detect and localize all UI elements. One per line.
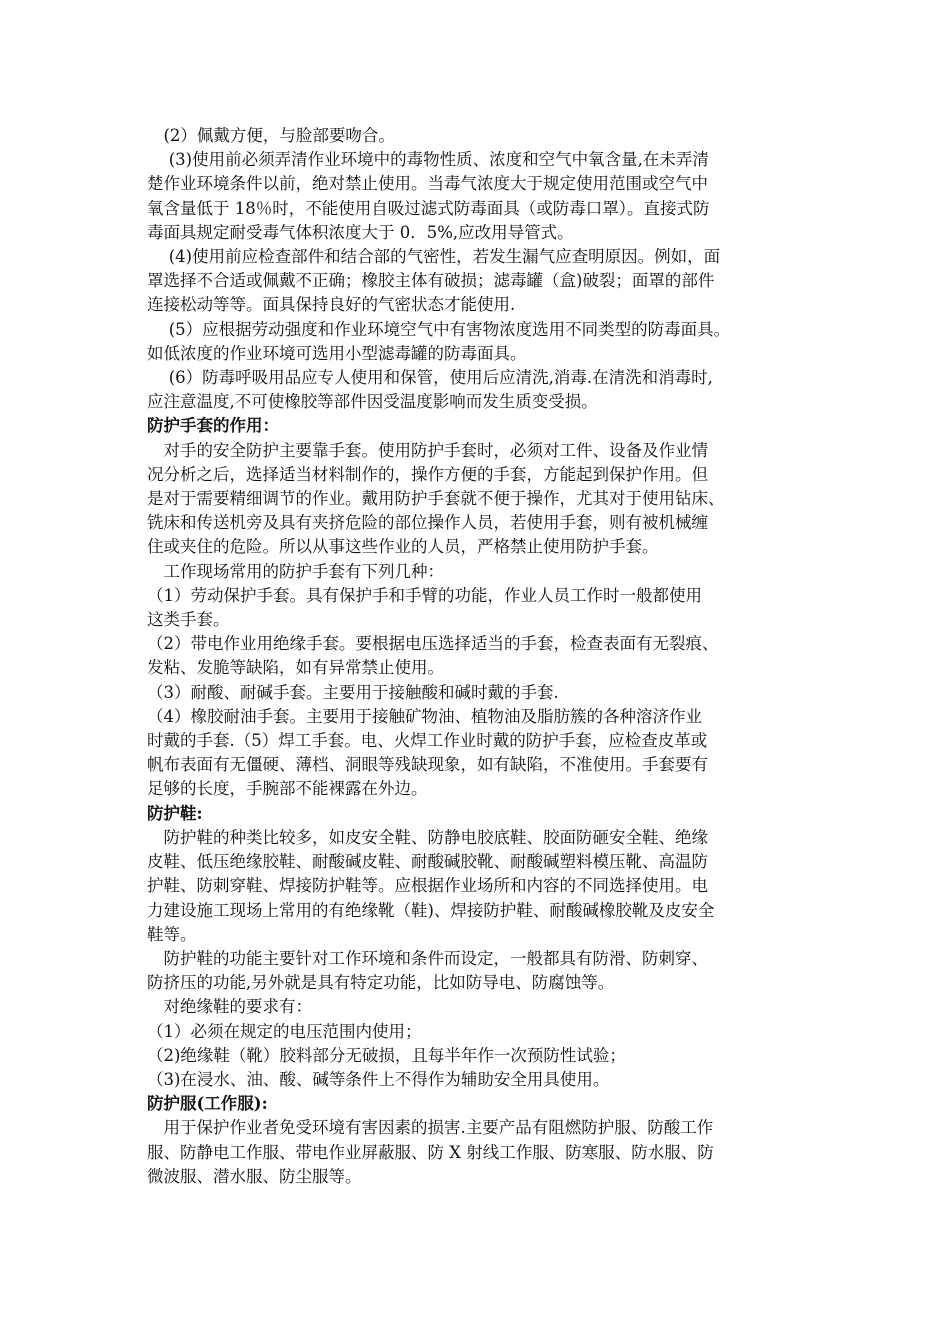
paragraph xyxy=(147,995,827,1019)
paragraph xyxy=(147,124,827,148)
text-line: （4）橡胶耐油手套。主要用于接触矿物油、植物油及脂肪簇的各种溶济作业 xyxy=(147,706,702,726)
text-line: 皮鞋、低压绝缘胶鞋、耐酸碱皮鞋、耐酸碱胶靴、耐酸碱塑料模压靴、高温防 xyxy=(147,852,708,872)
text-line: (5）应根据劳动强度和作业环境空气中有害物浓度选用不同类型的防毒面具。 xyxy=(147,319,731,339)
paragraph xyxy=(147,366,827,414)
text-line: 罩选择不合适或佩戴不正确；橡胶主体有破损；滤毒罐（盒)破裂；面罩的部件 xyxy=(147,271,715,291)
text-line: (6）防毒呼吸用品应专人使用和保管，使用后应清洗,消毒.在清洗和消毒时, xyxy=(147,368,713,388)
text-line: 连接松动等等。面具保持良好的气密状态才能使用. xyxy=(147,295,516,315)
text-line: （1）必须在规定的电压范围内使用； xyxy=(147,1021,422,1041)
paragraph xyxy=(147,1020,827,1044)
text-line: 对绝缘鞋的要求有： xyxy=(147,997,312,1017)
text-line: 帆布表面有无僵硬、薄档、洞眼等残缺现象，如有缺陷，不准使用。手套要有 xyxy=(147,755,708,775)
text-line: 对手的安全防护主要靠手套。使用防护手套时，必须对工件、设备及作业情 xyxy=(147,440,708,460)
text-line: 住或夹住的危险。所以从事这些作业的人员，严格禁止使用防护手套。 xyxy=(147,537,659,557)
text-line: 用于保护作业者免受环境有害因素的损害.主要产品有阻燃防护服、防酸工作 xyxy=(147,1118,714,1138)
paragraph xyxy=(147,148,827,245)
text-line: （2)绝缘鞋（靴）胶料部分无破损，且每半年作一次预防性试验； xyxy=(147,1045,626,1065)
text-line: 况分析之后，选择适当材料制作的，操作方便的手套，方能起到保护作用。但 xyxy=(147,464,708,484)
text-line: (4)使用前应检查部件和结合部的气密性，若发生漏气应查明原因。例如，面 xyxy=(147,247,721,267)
paragraph xyxy=(147,1044,827,1068)
text-line: 微波服、潜水服、防尘服等。 xyxy=(147,1166,362,1186)
section-heading: 防护鞋: xyxy=(147,803,203,823)
paragraph xyxy=(147,318,827,366)
paragraph xyxy=(147,1116,827,1189)
text-line: （3）耐酸、耐碱手套。主要用于接触酸和碱时戴的手套. xyxy=(147,682,559,702)
text-line: 毒面具规定耐受毒气体积浓度大于 0．5%,应改用导管式。 xyxy=(147,222,574,242)
paragraph xyxy=(147,826,827,947)
paragraph xyxy=(147,681,827,705)
paragraph xyxy=(147,245,827,318)
paragraph xyxy=(147,632,827,680)
text-line: (2）佩戴方便，与脸部要吻合。 xyxy=(147,126,395,145)
text-line: 防护鞋的种类比较多，如皮安全鞋、防静电胶底鞋、胶面防砸安全鞋、绝缘 xyxy=(147,827,708,847)
text-line: （3)在浸水、油、酸、碱等条件上不得作为辅助安全用具使用。 xyxy=(147,1069,610,1089)
text-line: 铣床和传送机旁及具有夹挤危险的部位操作人员，若使用手套，则有被机械缠 xyxy=(147,513,708,533)
text-line: 氧含量低于 18％时，不能使用自吸过滤式防毒面具（或防毒口罩）。直接式防 xyxy=(147,198,710,218)
text-line: 防挤压的功能,另外就是具有特定功能，比如防导电、防腐蚀等。 xyxy=(147,973,615,993)
paragraph xyxy=(147,705,827,802)
text-line: 楚作业环境条件以前，绝对禁止使用。当毒气浓度大于规定使用范围或空气中 xyxy=(147,174,708,194)
text-line: 如低浓度的作业环境可选用小型滤毒罐的防毒面具。 xyxy=(147,343,527,363)
text-line: 应注意温度,不可使橡胶等部件因受温度影响而发生质变受损。 xyxy=(147,392,598,412)
text-line: 工作现场常用的防护手套有下列几种： xyxy=(147,561,444,581)
document-page xyxy=(147,124,827,1189)
text-line: 这类手套。 xyxy=(147,610,230,630)
section-heading: 防护手套的作用： xyxy=(147,416,279,436)
text-line: 护鞋、防刺穿鞋、焊接防护鞋等。应根据作业场所和内容的不同选择使用。电 xyxy=(147,876,708,896)
paragraph xyxy=(147,439,827,560)
text-line: （1）劳动保护手套。具有保护手和手臂的功能，作业人员工作时一般都使用 xyxy=(147,585,702,605)
text-line: 是对于需要精细调节的作业。戴用防护手套就不便于操作，尤其对于使用钻床、 xyxy=(147,489,725,509)
text-line: （2）带电作业用绝缘手套。要根据电压选择适当的手套，检查表面有无裂痕、 xyxy=(147,634,719,654)
section-heading: 防护服(工作服): xyxy=(147,1094,268,1114)
paragraph xyxy=(147,560,827,584)
text-line: 发粘、发脆等缺陷，如有异常禁止使用。 xyxy=(147,658,444,678)
paragraph xyxy=(147,584,827,632)
text-line: 足够的长度，手腕部不能裸露在外边。 xyxy=(147,779,428,799)
paragraph xyxy=(147,947,827,995)
text-line: 时戴的手套.（5）焊工手套。电、火焊工作业时戴的防护手套，应检查皮革或 xyxy=(147,731,708,751)
text-line: (3)使用前必须弄清作业环境中的毒物性质、浓度和空气中氧含量,在未弄清 xyxy=(147,150,709,170)
text-line: 服、防静电工作服、带电作业屏蔽服、防 X 射线工作服、防寒服、防水服、防 xyxy=(147,1142,714,1162)
text-line: 力建设施工现场上常用的有绝缘靴（鞋)、焊接防护鞋、耐酸碱橡胶靴及皮安全 xyxy=(147,900,715,920)
text-line: 防护鞋的功能主要针对工作环境和条件而设定，一般都具有防滑、防刺穿、 xyxy=(147,948,708,968)
paragraph xyxy=(147,1068,827,1092)
text-line: 鞋等。 xyxy=(147,924,197,944)
